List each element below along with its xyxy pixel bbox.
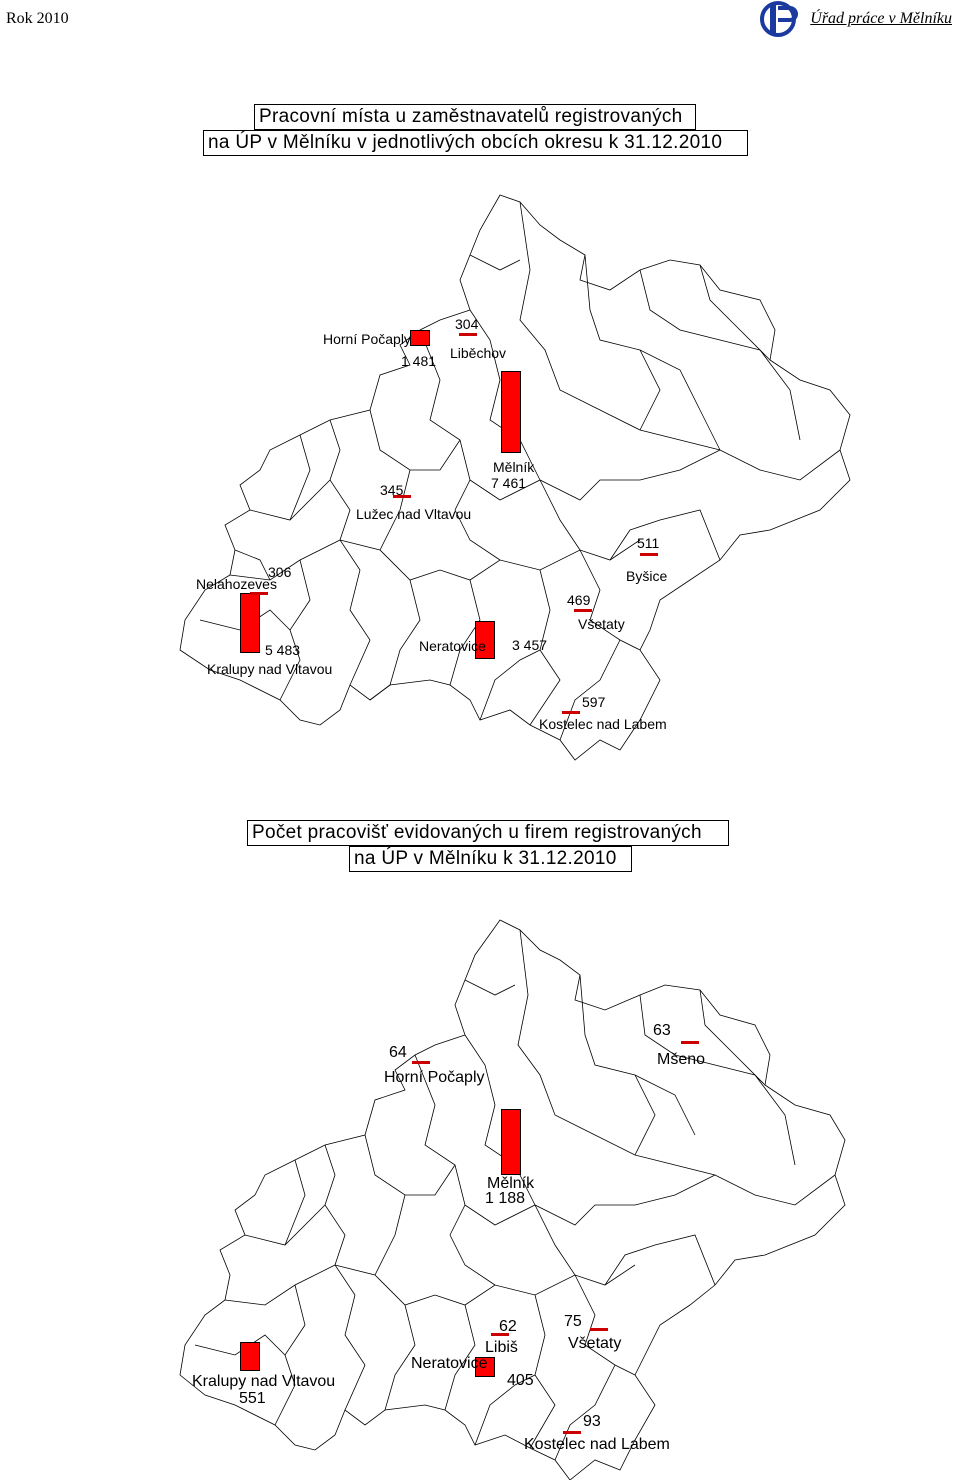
map1-value-neratovice: 3 457 [512, 637, 548, 653]
map1-bar-kralupy [240, 593, 260, 653]
map2-marker-kostelec [563, 1431, 581, 1434]
map1-label-melnik: Mělník [493, 459, 535, 475]
map1-label-luzec: Lužec nad Vltavou [356, 506, 472, 522]
map1-marker-libechov [459, 333, 477, 336]
header-year: Rok 2010 [6, 10, 69, 27]
map2-label-vsetaty: Všetaty [568, 1335, 622, 1352]
map2-marker-mseno [681, 1041, 699, 1044]
map2-label-libis: Libiš [485, 1339, 518, 1356]
map2-label-neratovice: Neratovice [411, 1355, 488, 1372]
map1-marker-kostelec [562, 711, 580, 714]
office-logo [760, 0, 802, 38]
map2-value-mseno: 63 [653, 1022, 671, 1039]
map2-label-horni-pocaply: Horní Počaply [384, 1069, 485, 1086]
map1-label-bysice: Byšice [626, 568, 668, 584]
map1-label-neratovice: Neratovice [419, 638, 486, 654]
map1-label-vsetaty: Všetaty [578, 616, 625, 632]
map1-value-melnik: 7 461 [491, 475, 527, 491]
map1-label-horni-pocaply: Horní Počaply [323, 331, 411, 347]
map2-label-melnik: Mělník [487, 1175, 535, 1192]
map2-bar-kralupy [240, 1342, 260, 1371]
map1-bar-horni-pocaply [410, 330, 430, 346]
map2-title-line1: Počet pracovišť evidovaných u firem registrovaných [247, 820, 729, 846]
map2-value-melnik: 1 188 [485, 1190, 526, 1207]
map1-label-kostelec: Kostelec nad Labem [539, 716, 667, 732]
map2-marker-vsetaty [590, 1328, 608, 1331]
map1-value-vsetaty: 469 [567, 592, 591, 608]
map1-marker-bysice [640, 553, 658, 556]
map2-marker-horni-pocaply [412, 1061, 430, 1064]
map2-title-line2: na ÚP v Mělníku k 31.12.2010 [349, 846, 632, 872]
map1-marker-nelahozeves [250, 592, 268, 595]
map1-title-line1: Pracovní místa u zaměstnavatelů registrovaných [254, 104, 696, 130]
map1-value-kralupy: 5 483 [265, 642, 301, 658]
map1-label-libechov: Liběchov [450, 345, 507, 361]
map2-value-libis: 62 [499, 1318, 517, 1335]
map2-value-vsetaty: 75 [564, 1313, 582, 1330]
map1-bar-melnik [501, 371, 521, 453]
map2-value-neratovice: 405 [507, 1372, 534, 1389]
map1-value-nelahozeves: 306 [268, 564, 292, 580]
map2-value-horni-pocaply: 64 [389, 1044, 407, 1061]
map2-value-kralupy: 551 [239, 1390, 266, 1407]
map2-label-kostelec: Kostelec nad Labem [524, 1436, 670, 1453]
map2-district-map [0, 900, 960, 1480]
map1-marker-vsetaty [574, 609, 592, 612]
map1-label-nelahozeves: Nelahozeves [196, 576, 277, 592]
map1-label-kralupy: Kralupy nad Vltavou [207, 661, 333, 677]
map1-district-map [0, 180, 960, 780]
map1-title-line2: na ÚP v Mělníku v jednotlivých obcích okresu k 31.12.2010 [203, 130, 748, 156]
map1-value-kostelec: 597 [582, 694, 606, 710]
map1-value-bysice: 511 [637, 535, 660, 551]
map2-bar-melnik [501, 1109, 521, 1175]
map2-label-mseno: Mšeno [657, 1051, 706, 1068]
map1-value-horni-pocaply: 1 481 [401, 353, 437, 369]
header-office: Úřad práce v Mělníku [810, 10, 952, 27]
map2-label-kralupy: Kralupy nad Vltavou [192, 1373, 336, 1390]
map1-value-luzec: 345 [380, 482, 404, 498]
map1-value-libechov: 304 [455, 316, 479, 332]
map2-value-kostelec: 93 [583, 1413, 601, 1430]
